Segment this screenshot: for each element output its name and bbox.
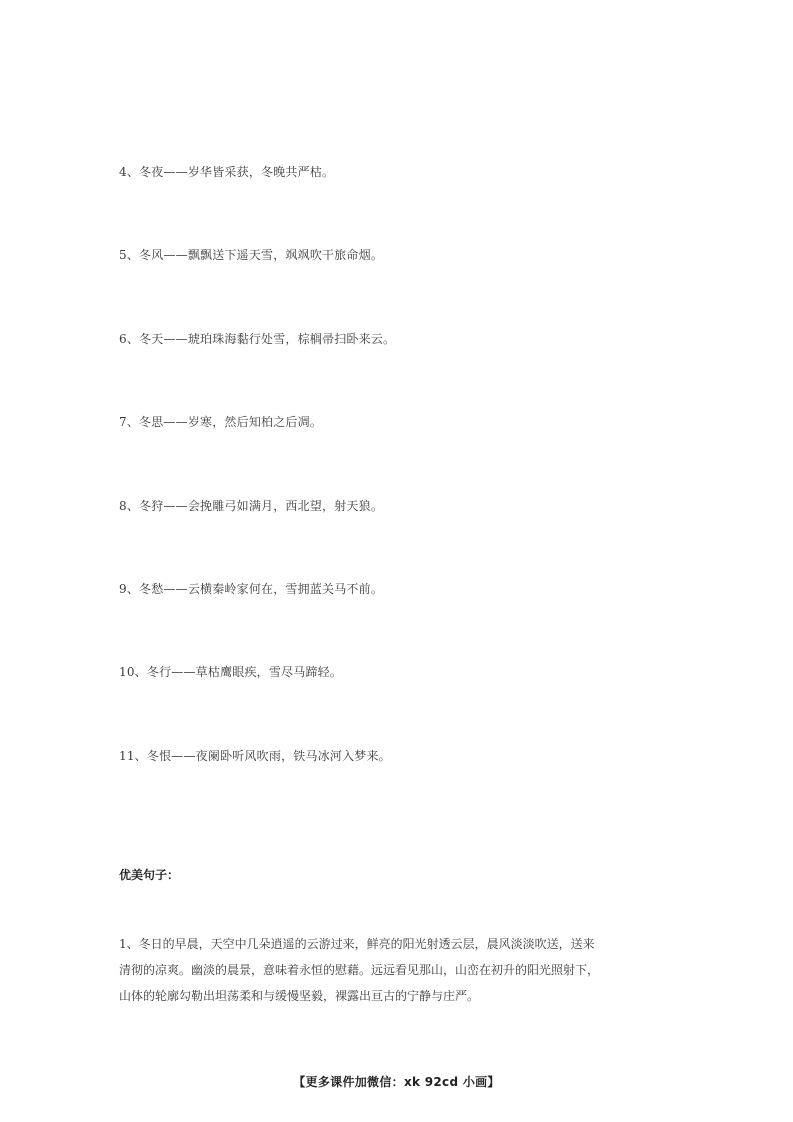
footer-watermark: 【更多课件加微信：xk 92cd 小画】 <box>293 1075 500 1089</box>
paragraph-line-3: 山体的轮廓勾勒出坦荡柔和与缓慢坚毅，裸露出亘古的宁静与庄严。 <box>119 989 480 1003</box>
paragraph-line-1: 1、冬日的早晨，天空中几朵逍遥的云游过来，鲜亮的阳光射透云层，晨风淡淡吹送，送来 <box>119 937 595 951</box>
poem-line-7: 7、冬思——岁寒，然后知柏之后凋。 <box>119 415 323 429</box>
poem-line-4: 4、冬夜——岁华皆采获，冬晚共严枯。 <box>119 165 335 179</box>
poem-line-9: 9、冬愁——云横秦岭家何在，雪拥蓝关马不前。 <box>119 582 384 596</box>
sentence-paragraph <box>119 936 679 1014</box>
poem-line-10: 10、冬行——草枯鹰眼疾，雪尽马蹄轻。 <box>119 665 343 679</box>
section-title: 优美句子： <box>119 868 180 882</box>
poem-line-5: 5、冬风——飘飘送下遥天雪，飒飒吹干旅命烟。 <box>119 248 384 262</box>
poem-line-8: 8、冬狩——会挽雕弓如满月，西北望，射天狼。 <box>119 499 384 513</box>
poem-line-11: 11、冬恨——夜阑卧听风吹雨，铁马冰河入梦来。 <box>119 749 391 763</box>
paragraph-line-2: 清彻的凉爽。幽淡的晨景，意味着永恒的慰藉。远远看见那山，山峦在初升的阳光照射下， <box>119 963 600 977</box>
poem-line-6: 6、冬天——琥珀珠海黏行处雪，棕榈帚扫卧来云。 <box>119 332 396 346</box>
